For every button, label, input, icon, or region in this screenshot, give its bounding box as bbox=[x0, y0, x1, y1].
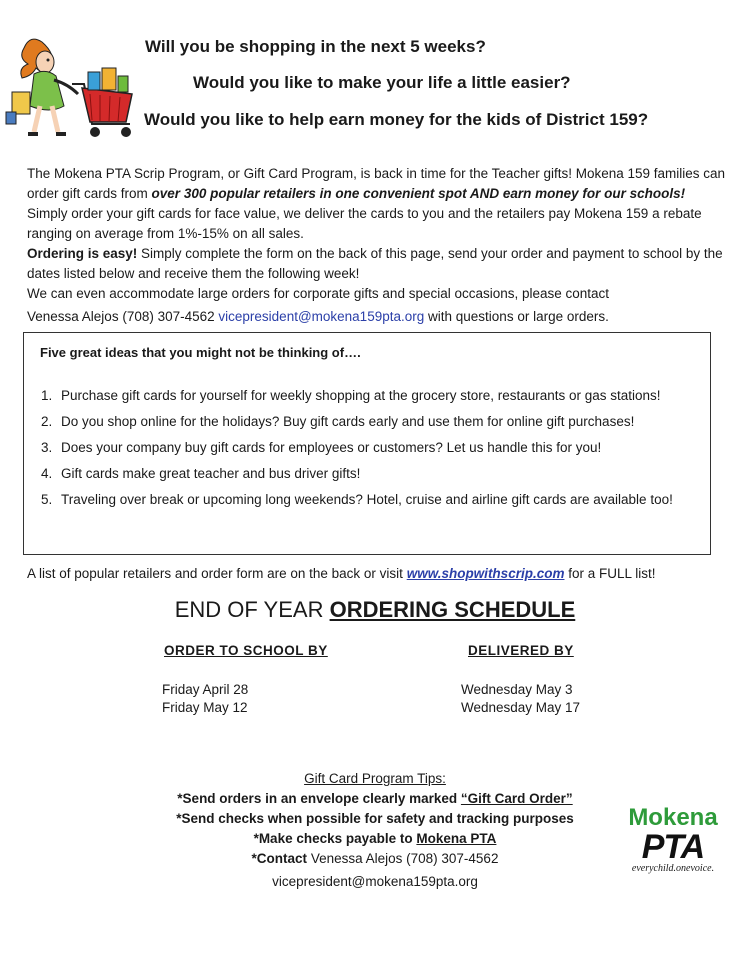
schedule-title bbox=[0, 597, 750, 623]
list-item: 5. Traveling over break or upcoming long weekends? Hotel, cruise and airline gift cards are available too! bbox=[41, 492, 673, 507]
ideas-box bbox=[23, 332, 711, 555]
delivered-by-header: DELIVERED BY bbox=[468, 643, 574, 658]
idea-text: Traveling over break or upcoming long weekends? Hotel, cruise and airline gift cards are available too! bbox=[61, 492, 673, 507]
ordering-text: Simply complete the form on the back of this page, send your order and payment to school by the dates listed below and receive them the following week! bbox=[27, 246, 723, 281]
tip-1-emph: “Gift Card Order” bbox=[460, 791, 573, 806]
mokena-pta-logo bbox=[608, 805, 738, 874]
delivery-dates bbox=[461, 681, 580, 717]
footline-tail: for a FULL list! bbox=[564, 566, 656, 581]
order-by-header: ORDER TO SCHOOL BY bbox=[164, 643, 328, 658]
logo-name: Mokena bbox=[628, 804, 718, 831]
order-dates bbox=[162, 681, 248, 717]
contact-tail: with questions or large orders. bbox=[428, 309, 609, 324]
retailer-list-note bbox=[27, 566, 656, 581]
shopper-cart-illustration bbox=[2, 32, 137, 150]
tip-2: *Send checks when possible for safety and tracking purposes bbox=[176, 811, 574, 826]
ideas-title: Five great ideas that you might not be thinking of…. bbox=[40, 345, 361, 360]
delivery-date: Wednesday May 3 bbox=[461, 682, 573, 697]
footline-text: A list of popular retailers and order form are on the back or visit bbox=[27, 566, 407, 581]
tip-3-emph: Mokena PTA bbox=[416, 831, 497, 846]
list-item: 4. Gift cards make great teacher and bus driver gifts! bbox=[41, 466, 361, 481]
order-date: Friday May 12 bbox=[162, 700, 248, 715]
intro-text-2: Simply order your gift cards for face value, we deliver the cards to you and the retailers pay Mokena 159 a rebate ranging on average from 1%-15% on all sales. bbox=[27, 206, 702, 241]
large-orders-text: We can even accommodate large orders for corporate gifts and special occasions, please contact bbox=[27, 286, 610, 301]
tip-4: Venessa Alejos (708) 307-4562 bbox=[307, 851, 499, 866]
tip-1: *Send orders in an envelope clearly marked bbox=[177, 791, 461, 806]
list-item: 1. Purchase gift cards for yourself for weekly shopping at the grocery store, restaurants or gas stations! bbox=[41, 388, 661, 403]
list-item: 2. Do you shop online for the holidays? Buy gift cards early and use them for online gift purchases! bbox=[41, 414, 635, 429]
headline-question-2: Would you like to make your life a little easier? bbox=[193, 73, 571, 92]
idea-text: Gift cards make great teacher and bus driver gifts! bbox=[61, 466, 361, 481]
intro-highlight: over 300 popular retailers in one convenient spot AND earn money for our schools! bbox=[151, 186, 686, 201]
contact-email-link[interactable]: vicepresident@mokena159pta.org bbox=[218, 309, 425, 324]
headline-question-1: Will you be shopping in the next 5 weeks? bbox=[145, 37, 486, 56]
tip-4-label: *Contact bbox=[251, 851, 308, 866]
intro-paragraph bbox=[27, 164, 727, 327]
order-date: Friday April 28 bbox=[162, 682, 249, 697]
logo-pta: PTA bbox=[641, 828, 705, 866]
schedule-title-a: END OF YEAR bbox=[174, 597, 330, 622]
schedule-title-b: ORDERING SCHEDULE bbox=[329, 597, 576, 622]
tip-email: vicepresident@mokena159pta.org bbox=[272, 874, 478, 889]
tip-3: *Make checks payable to bbox=[253, 831, 417, 846]
website-link[interactable]: www.shopwithscrip.com bbox=[406, 566, 565, 581]
list-item: 3. Does your company buy gift cards for employees or customers? Let us handle this for you! bbox=[41, 440, 602, 455]
ordering-easy-label: Ordering is easy! bbox=[27, 246, 138, 261]
idea-text: Do you shop online for the holidays? Buy gift cards early and use them for online gift purchases! bbox=[61, 414, 635, 429]
headline-question-3: Would you like to help earn money for the kids of District 159? bbox=[144, 110, 649, 129]
idea-text: Does your company buy gift cards for employees or customers? Let us handle this for you! bbox=[61, 440, 602, 455]
logo-tagline: everychild.onevoice. bbox=[631, 863, 715, 874]
intro-text-1: The Mokena PTA Scrip Program, or Gift Card Program, is back in time for the Teacher gifts! Mokena 159 families can order gift cards from bbox=[27, 166, 726, 201]
tips-title: Gift Card Program Tips: bbox=[304, 771, 446, 786]
idea-text: Purchase gift cards for yourself for weekly shopping at the grocery store, restaurants or gas stations! bbox=[61, 388, 661, 403]
contact-name: Venessa Alejos (708) 307-4562 bbox=[27, 309, 215, 324]
delivery-date: Wednesday May 17 bbox=[461, 700, 581, 715]
ideas-list bbox=[41, 388, 673, 518]
